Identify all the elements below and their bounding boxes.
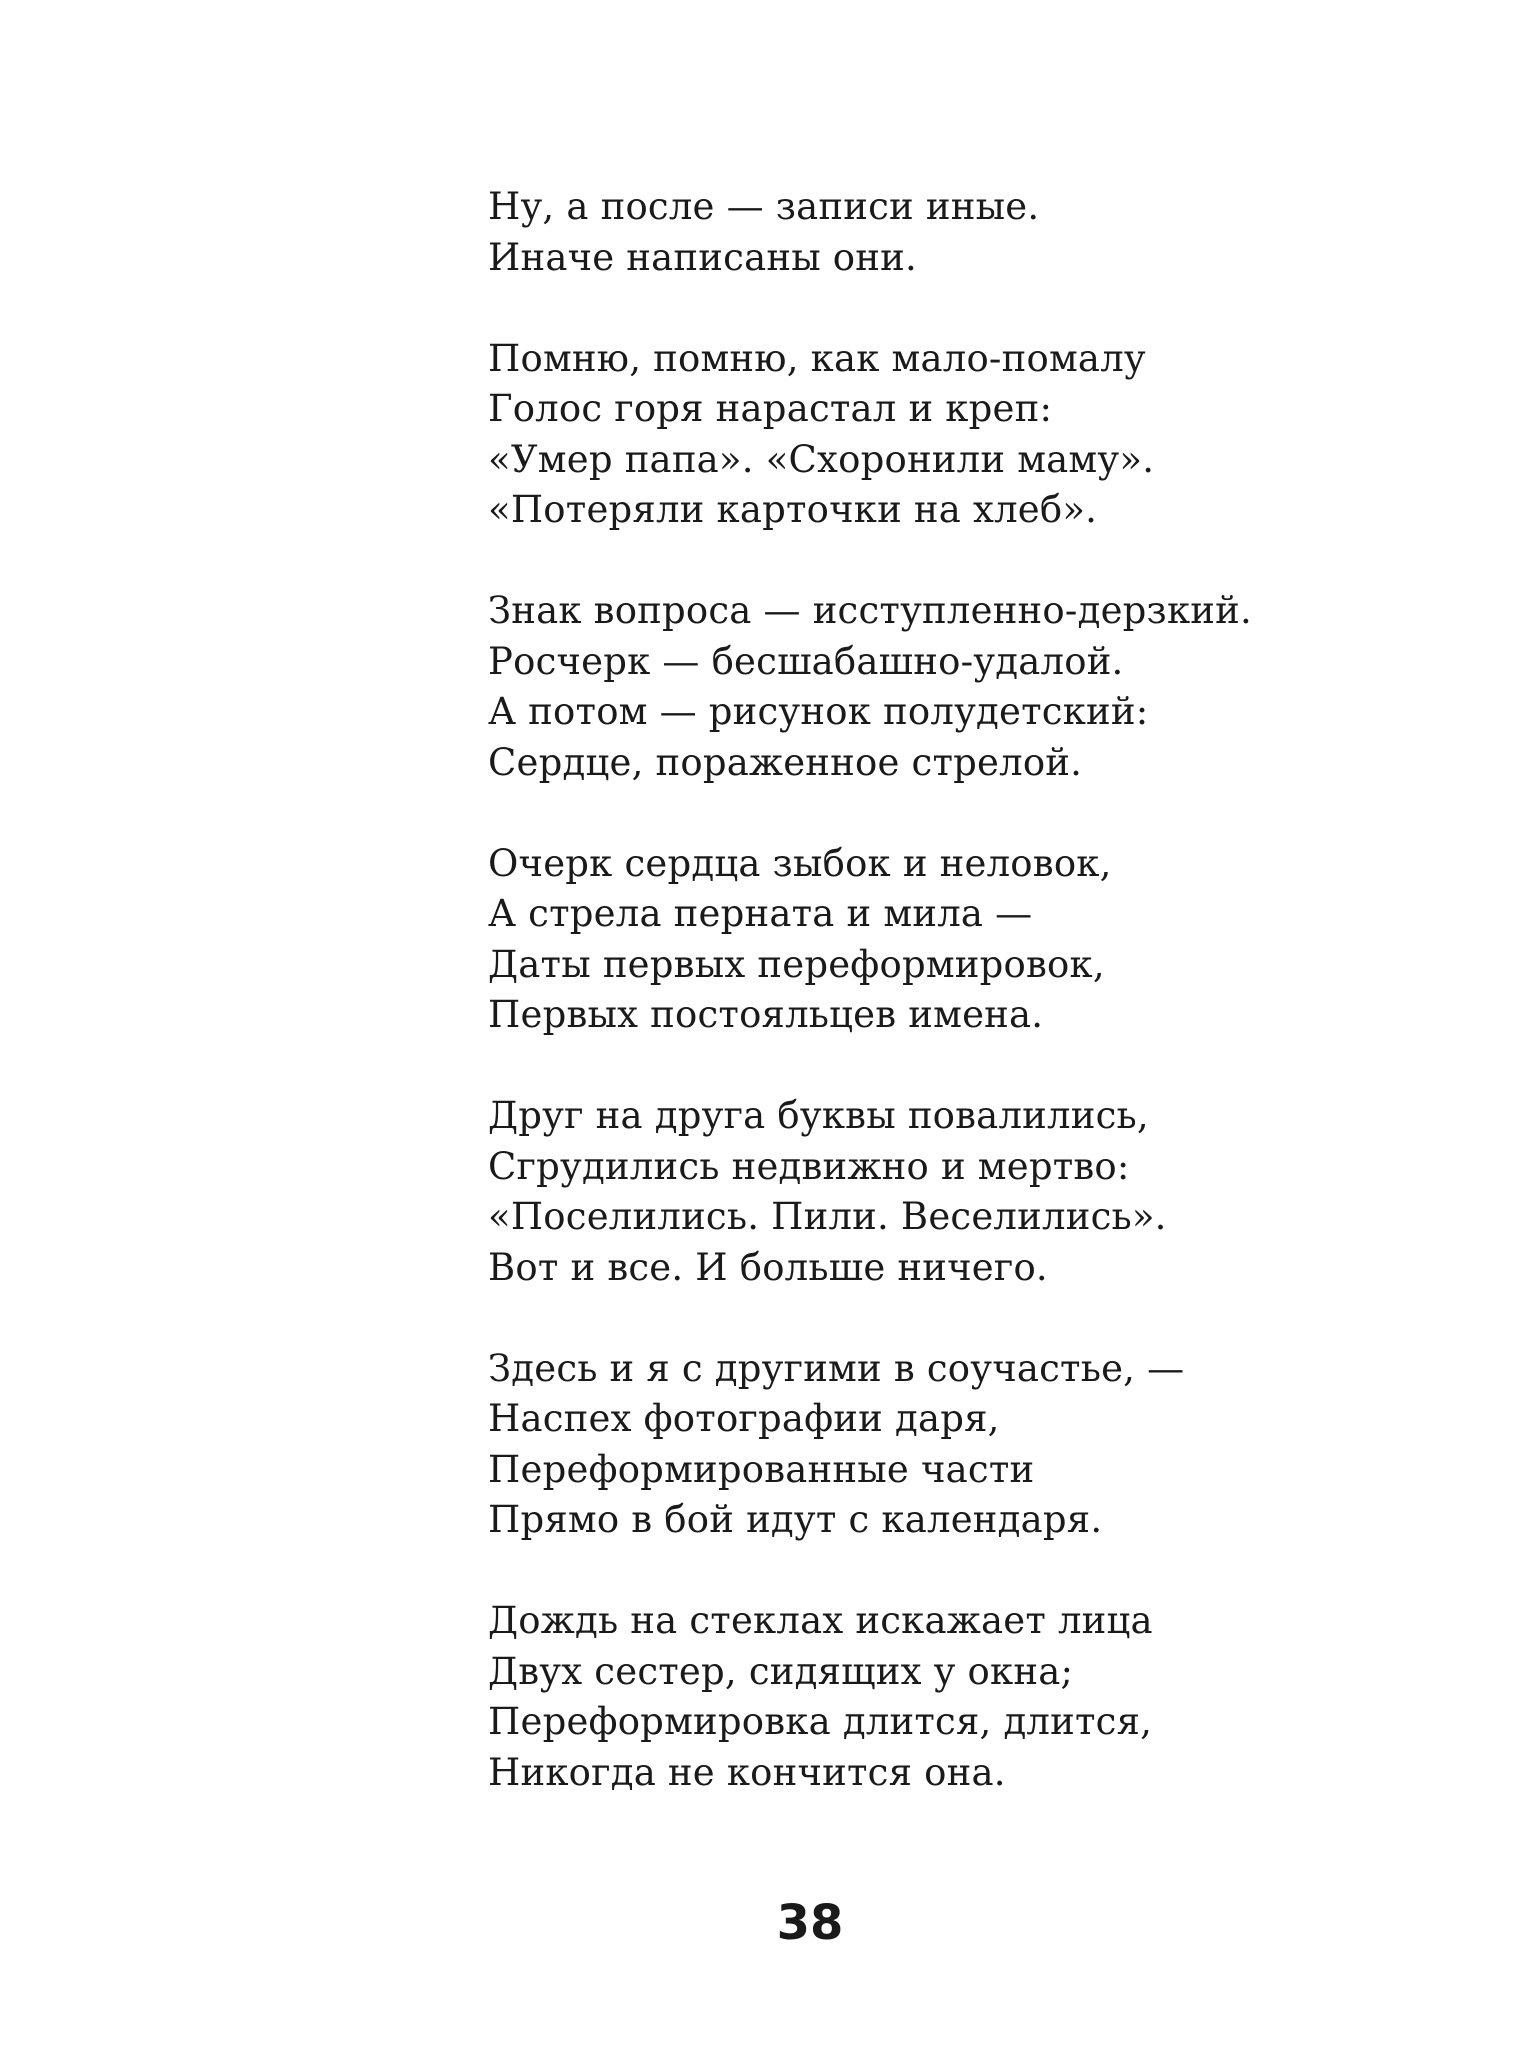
- poem-line: «Умер папа». «Схоронили маму».: [488, 437, 1155, 481]
- stanza: [488, 586, 1388, 788]
- poem-line: Иначе написаны они.: [488, 235, 917, 279]
- poem-text: [488, 182, 1388, 1849]
- poem-line: Дождь на стеклах искажает лица: [488, 1599, 1153, 1642]
- page-number: 38: [776, 1895, 844, 1951]
- poem-line: Помню, помню, как мало-помалу: [488, 336, 1146, 380]
- poem-line: Сердце, пораженное стрелой.: [488, 740, 1083, 784]
- stanza: [488, 1596, 1388, 1798]
- poem-line: «Потеряли карточки на хлеб».: [488, 488, 1098, 531]
- poem-line: Наспех фотографии даря,: [488, 1397, 1000, 1440]
- stanza: [488, 839, 1388, 1041]
- stanza: [488, 182, 1388, 283]
- stanza: [488, 1091, 1388, 1293]
- poem-line: Никогда не кончится она.: [488, 1750, 1006, 1794]
- poem-line: А потом — рисунок полудетский:: [488, 690, 1149, 733]
- stanza: [488, 334, 1388, 536]
- poem-line: Даты первых переформировок,: [488, 942, 1105, 986]
- poem-line: А стрела перната и мила —: [488, 892, 1033, 935]
- poem-line: Голос горя нарастал и креп:: [488, 387, 1053, 430]
- poem-line: Друг на друга буквы повалились,: [488, 1094, 1149, 1137]
- poem-line: «Поселились. Пили. Веселились».: [488, 1195, 1167, 1238]
- poem-line: Вот и все. И больше ничего.: [488, 1245, 1048, 1289]
- poem-line: Здесь и я с другими в соучастье, —: [488, 1346, 1185, 1390]
- poem-line: Двух сестер, сидящих у окна;: [488, 1649, 1074, 1693]
- poem-line: Знак вопроса — исступленно-дерзкий.: [488, 589, 1252, 632]
- poem-line: Прямо в бой идут с календаря.: [488, 1498, 1103, 1541]
- poem-line: Переформировка длится, длится,: [488, 1700, 1153, 1743]
- poem-line: Ну, а после — записи иные.: [488, 185, 1040, 228]
- stanza: [488, 1344, 1388, 1546]
- poem-line: Первых постояльцев имена.: [488, 993, 1044, 1036]
- poem-line: Очерк сердца зыбок и неловок,: [488, 841, 1112, 885]
- poem-line: Сгрудились недвижно и мертво:: [488, 1144, 1130, 1188]
- poem-line: Переформированные части: [488, 1447, 1035, 1491]
- poem-line: Росчерк — бесшабашно-удалой.: [488, 639, 1124, 683]
